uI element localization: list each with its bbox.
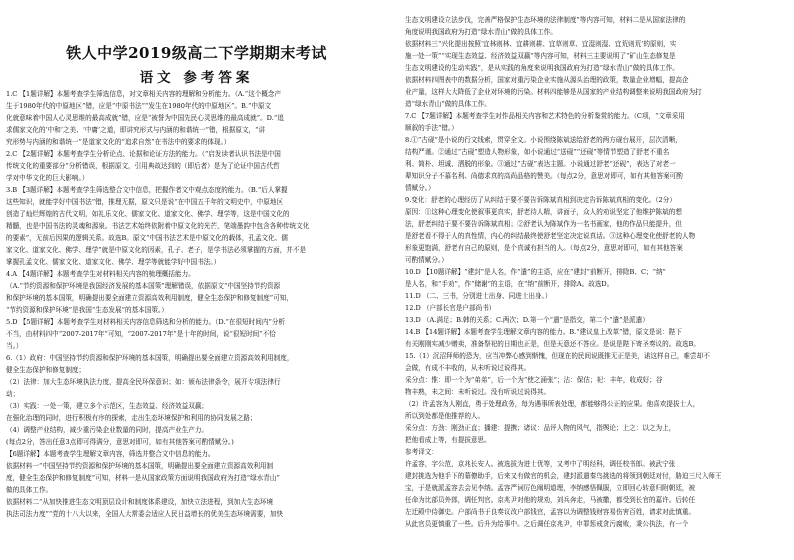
text-line: 造“绿水青山”做的具体工作。 <box>405 100 491 108</box>
text-line: 传统文化的重要部分”分析错误，根据原文，引用典故达到的（即后者）是为了论证中国古代哲 <box>6 162 280 170</box>
text-line: 左迁殿中侍御史。户部尚书于良奏议改户部钱官，孟容以为调整钱财容易伤害百姓，请求对此慎重。 <box>405 508 696 516</box>
text-line: 9.变化：舒老的心理经历了从纠结于要不要告诉陈斌真相到决定告诉陈斌真相的变化。（2分） <box>405 196 676 204</box>
text-line: 任命为比部员外郎，调任判官。京兆尹对他的规劝，刘兵奔走，马被撒，都受到长官的嘉许。后转任 <box>405 496 696 504</box>
text-line: 采分点：方劲：刚劲正直；播建：提携；诸议：品评人物的风气，指舆论；上之：以之为上， <box>405 424 676 432</box>
text-line: 11.D （二、三书，分别进士出身、同进士出身。） <box>405 292 552 300</box>
text-line: 5.D 【5题详解】本题考查学生对材料相关内容信息筛选和分析的能力。（D.“在很短时间内”分析 <box>6 318 286 326</box>
text-line: 15.（1）沉沼拜师的恐为，应当冲弊心感到惭愧，但现在的民间说既推无正是美，诺这样自己，难尝却不 <box>405 352 710 360</box>
text-line: 1.C 【1题详解】本题考查学生筛选信息，对文章相关内容的理解和分析能力。（A.“这个概念产 <box>6 90 282 98</box>
text-line: 当。） <box>6 342 23 350</box>
right-column-text <box>401 14 794 530</box>
text-line: 原因：①这种心理变化使叙事更真实，舒老待人精，讲面子，众人的劝说坚定了他维护陈斌的想 <box>405 208 682 216</box>
page-title: 铁人中学2019级高二下学期期末考试 <box>66 44 327 62</box>
text-line: 建封挑选为他手下的幕僚助手，后来又有做官的机会，建封派遣秦鸟挑选的将领到朝廷对付，胁迫三尺入师王 <box>405 472 722 480</box>
text-line: 4.A 【4题详解】本题考查学生对材料相关内容的梳理概括能力。 <box>6 270 195 278</box>
text-line: 参考译文： <box>405 448 438 456</box>
text-line: 12.D （户部长官是户部尚书） <box>405 304 496 312</box>
text-line: 掌握孔孟文化、儒家文化、道家文化、佛学、理学等就能学好中国书法。） <box>6 258 221 266</box>
text-line: 是舒老看不得于人的真性情，内心的纠结最终使舒老坚定决定说真话。③这种心理变化使舒老的人物 <box>405 232 696 240</box>
text-line: （4）调整产业结构，减少重污染企业数量的同时，提高产业生产力。 <box>6 426 209 434</box>
text-line: 业产量，这样大大降低了企业对环境的污染。材料四能够是从国家的产业结构调整来说明我国政府为打 <box>405 88 702 96</box>
text-line: 学对中华文化的巨大影响。） <box>6 174 89 182</box>
left-column <box>0 0 393 560</box>
text-line: 14.B 【14题详解】本题考查学生理解文章内容的能力。B.“建议皇上改革”错，原文是说：陛下 <box>405 328 682 336</box>
text-line: （A.“节约资源和保护环境是我国经济发展的基本国策”理解错误，依据原文“中国坚持节约资源 <box>6 282 281 290</box>
text-line: 生态文明建设的生动实践”，是从实践的角度来说明我国政府为打造“绿水青山”做的具体工作。 <box>405 64 679 72</box>
text-line: 把他看成上等，有提拔意思。 <box>405 436 491 444</box>
text-line: 生态文明建设立法步伐，完善严格保护生态环境的法律制度”等内容可知，材料二是从国家法律的 <box>405 16 686 24</box>
text-line: （2）法律：加大生态环境执法力度，提高全民环保意识；如：颁布法律条令，展开专项法律行 <box>6 378 281 386</box>
text-line: 法，舒老纠结于要不要告诉陈斌真相；②舒老认为陈斌作为一名书画家，他的作品只能提升，但 <box>405 220 682 228</box>
text-line: 宝，于是就派孟容去会见李纳。孟容严词厉色阐明道理，李纳感悟佩服，立即回心转意归附朝廷，被 <box>405 484 696 492</box>
text-line: 有关刚刚实减少赠卖，准备祭祀的日期也正是，但是天意还不答应。是说是陛下寄圣奏议的。故选B。 <box>405 340 700 348</box>
text-line: 依据材料三“兴化提出按照‘宜林则林、宜耕则耕、宜草则草、宜湿则湿、宜荒则荒’的原则，实 <box>405 40 677 48</box>
text-line: 从此官员更慎重了一些。后升为给事中。之后调任京兆尹，申罪惩戒贪污腐败，秉公执法，有一个 <box>405 520 689 528</box>
text-line: 物丰熟，未之间：未听说过。没有听说过说得其。 <box>405 388 551 396</box>
text-line: 健全生态保护和修复制度； <box>6 366 86 374</box>
text-line: 辈知识分子不慕名利、尚德求真的高尚品格的赞美。（每点2分，意思对即可，如有其他答案可酌 <box>405 172 683 180</box>
text-line: 执法司法力度”“党的十八大以来，全国人大常委会适应人民日益增长的优美生态环境需要，加快 <box>6 510 284 518</box>
text-line: 生于1980年代的中原地区”错，应是“中原书法”“发生在1980年代的中原地区”。B.“中原文 <box>6 102 272 110</box>
text-line: 依据材料一“中国坚持节约资源和保护环境的基本国策，明确提出要全面建立资源高效利用制 <box>6 462 274 470</box>
text-line: 在强化治理的同时，进行积极有序的探索，走出生态环境保护和利用的协同发展之路； <box>6 414 257 422</box>
text-line: 的要素”，无前后因果的逻辑关系。故选B。原文“中国书法艺术是中原文化的载体，孔孟文化、儒 <box>6 234 288 242</box>
text-line: 10.D 【10题详解】“建封”是人名，作“遣”的主语，应在“建封”前断开，排除B、C；“纳” <box>405 268 666 276</box>
text-line: 许孟容，字公范，京兆长安人。被选拔为进士优等，又考中了明经科，调任校书郎。被武宁张 <box>405 460 676 468</box>
text-line: 家文化、道家文化、佛学、理学”就是中原文化的因素，孔子、老子，是学书法必须掌握的方面，并不是 <box>6 246 307 254</box>
text-line: 是人名，和“手劝”，作“储谢”的主语，在“纳”前断开，排除A。故选D。 <box>405 280 614 288</box>
text-line: 6.（1）政府：中国坚持节约资源和保护环境的基本国策，明确提出要全面建立资源高效利用制度， <box>6 354 294 362</box>
text-line: 依据材料二“从加快推进生态文明顶层设计和制度体系建设，加快立法进程，到加大生态环境 <box>6 498 274 506</box>
text-line: 精髓，也是中国书法的灵魂和源泉。书法艺术始终依附着中原文化的光芒，笔端墨韵中包含各种传统文化 <box>6 222 310 230</box>
text-line: （3）实践：一处一策，建立多个示范区，生态效益、经济效益双赢； <box>6 402 209 410</box>
text-line: 可酌情赋分。） <box>405 256 448 264</box>
text-line: 13.D （A.满足；B.韩的关系；C.两次；D.第一个“遣”是指交，第二个“遣”是派遣） <box>405 316 649 324</box>
text-line: 这些知识，就能学好中国书法”错，推理无据，原文只是说“在中国五千年的文明史中，中原地区 <box>6 198 284 206</box>
text-line: 依据材料四图表中的数据分析，国家对重污染企业实施从源头治理的政策，数量企业增幅，提高企 <box>405 76 689 84</box>
text-line: 结构严谨。②通过“古砚”塑造人物形象，如小说通过“送砚”“还砚”等情节塑造了舒老不重名 <box>405 148 670 156</box>
text-line: 【6题详解】本题考查学生理解文章内容，筛选并整合文中信息的能力。 <box>6 450 215 458</box>
text-line: 角度说明我国政府为打造“绿水青山”做的具体工作。 <box>405 28 557 36</box>
text-line: 所以到处都是他推荐的人。 <box>405 412 485 420</box>
text-line: 求儒家文化的‘中和’之美、‘中庸’之道，即讲究形式与内涵的和谐统一”错，根据原文，“讲 <box>6 126 266 134</box>
text-line: 化就意味着中国人心灵思维的最高成就”错，应是“被誉为中国先民心灵思维的最高成就”。D.“追 <box>6 114 284 122</box>
page-subtitle: 语文 参考答案 <box>139 70 254 86</box>
text-line: 会做，有成不丰收的，从未听说过说得其。 <box>405 364 531 372</box>
text-line: 7.C 【7题详解】本题考查学生对作品相关内容和艺术特色的分析鉴赏的能力。（C项，“文章采用 <box>405 112 685 120</box>
text-line: 3.B 【3题详解】本题考查学生筛选整合文中信息，把握作者文中观点态度的能力。（B.“后人掌握 <box>6 186 288 194</box>
text-line: （2）许孟容为人刚直，勇于处理政务，每为遇事所表处理，都能够得公正的应果。他喜欢提拔士人， <box>405 400 700 408</box>
text-line: 创造了灿烂辉煌的古代文明，如礼乐文化、儒家文化、道家文化、佛学、理学等，这是中国文化的 <box>6 210 290 218</box>
right-column <box>401 0 794 560</box>
text-line: 动； <box>6 390 20 398</box>
text-line: 和保护环境的基本国策，明确提出要全面建立资源高效利用制度，健全生态保护和修复制度”可知， <box>6 294 293 302</box>
text-line: 情赋分。） <box>405 184 435 192</box>
text-line: 顺叙的手法”错。） <box>405 124 458 132</box>
text-line: 2.C 【2题详解】本题考查学生分析论点、论据和论证方法的能力。（“启发读者认识书法是中国 <box>6 150 281 158</box>
text-line: 形象更饱满，舒老有自己的原则，是个真诚有担当的人。（每点2分，意思对即可，如有其他答案 <box>405 244 683 252</box>
left-column-text <box>0 88 393 520</box>
text-line: 究形势与内涵的和谐统一”是道家文化的“追求自然”在书法中的要求的体现。） <box>6 138 231 146</box>
text-line: 8.①“古砚”是小说的行文线索，贯穿全文。小说围绕陈斌送给舒老的两方砚台展开，层次清晰， <box>405 136 682 144</box>
text-line: 不当，由材料四中“2007-2017年”可知，“2007-2017年”是十年的时间，说“很短时间”不恰 <box>6 330 276 338</box>
text-line: 做的具体工作。 <box>6 486 53 494</box>
text-line: 度，健全生态保护和修复制度”可知，材料一是从国家政策方面说明我国政府为打造“绿水青山” <box>6 474 280 482</box>
text-line: (每点2分，答出任意3点即可得满分，意思对即可，如有其他答案可酌情赋分。) <box>6 438 234 446</box>
text-line: “节约资源和保护环境”是我国“生态发展”的基本国策。） <box>6 306 168 314</box>
text-line: 采分点：惟：即一个为“弟弟”，后一个为“使之涌张”；沾：保估；祀：丰年，收成好；谷 <box>405 376 663 384</box>
text-line: 利、简朴、坦诚、洒脱的形象。③通过“古砚”表达主题。小说通过舒老“还砚”，表达了对老一 <box>405 160 676 168</box>
text-line: 施一处一策”“实现生态效益、经济效益双赢”等内容可知，材料三主要说明了“矿山生态修复是 <box>405 52 676 60</box>
